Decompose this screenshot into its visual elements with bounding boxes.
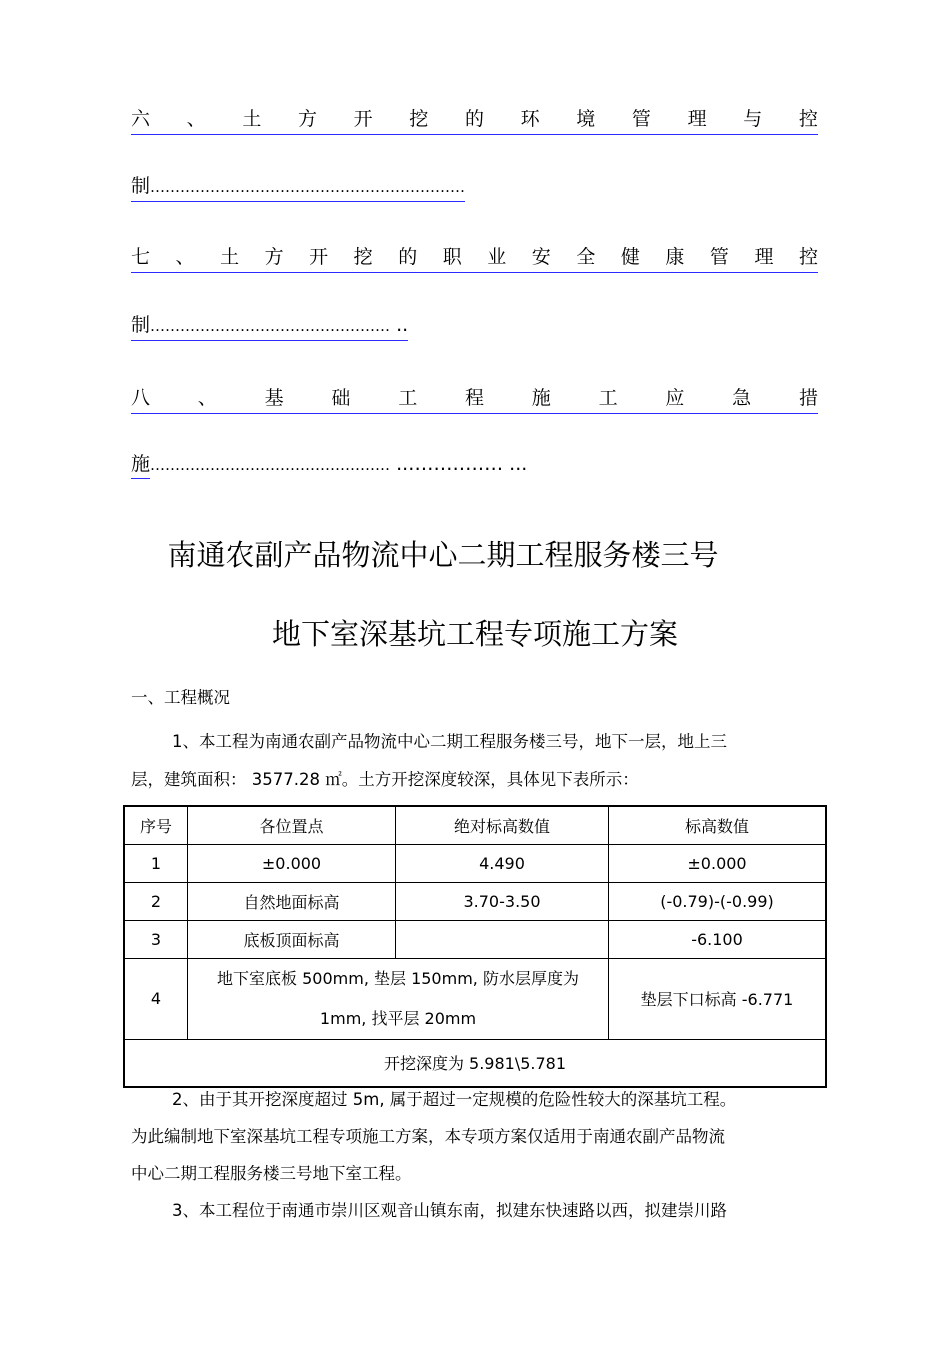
toc-extra: ..…………… ... bbox=[396, 453, 528, 475]
table-cell-text: 1mm, 找平层 20mm bbox=[319, 1008, 477, 1028]
table-cell: ±0.000 bbox=[609, 844, 827, 882]
table-cell: 2 bbox=[124, 882, 188, 920]
toc-dots: ………………………………………… bbox=[150, 456, 391, 474]
section-heading: 一、工程概况 bbox=[131, 688, 230, 707]
paragraph-2-line1: 2、由于其开挖深度超过 5m, 属于超过一定规模的危险性较大的深基坑工程。 bbox=[172, 1090, 737, 1109]
table-cell: 4 bbox=[124, 958, 188, 1039]
table-header-cell: 绝对标高数值 bbox=[396, 806, 609, 844]
paragraph-3-line1: 3、本工程位于南通市崇川区观音山镇东南，拟建东快速路以西，拟建崇川路 bbox=[172, 1201, 727, 1220]
toc-char: 工 bbox=[398, 387, 418, 409]
toc-entry-heading[interactable] bbox=[131, 108, 818, 135]
toc-tail-char: 制 bbox=[131, 175, 151, 197]
table-footer-row bbox=[124, 1039, 826, 1087]
toc-char: 程 bbox=[464, 387, 484, 409]
table-header-row bbox=[124, 806, 826, 844]
table-header-cell: 序号 bbox=[124, 806, 188, 844]
toc-char: 、 bbox=[175, 246, 195, 268]
toc-dots: ……………………………………………………… bbox=[150, 178, 466, 196]
toc-char: 康 bbox=[665, 246, 685, 268]
toc-char: 挖 bbox=[353, 246, 373, 268]
paragraph-2-line3: 中心二期工程服务楼三号地下室工程。 bbox=[131, 1164, 412, 1183]
table-cell: 3.70-3.50 bbox=[396, 882, 609, 920]
toc-char: 、 bbox=[186, 108, 206, 130]
toc-char: 控 bbox=[798, 246, 818, 268]
toc-char: 措 bbox=[798, 387, 818, 409]
toc-char: 业 bbox=[487, 246, 507, 268]
toc-char: 开 bbox=[309, 246, 329, 268]
toc-char: 应 bbox=[665, 387, 685, 409]
toc-char: 六 bbox=[131, 108, 151, 130]
table-row bbox=[124, 844, 826, 882]
toc-char: 全 bbox=[576, 246, 596, 268]
toc-char: 控 bbox=[798, 108, 818, 130]
toc-char: 环 bbox=[520, 108, 540, 130]
toc-entry-heading[interactable] bbox=[131, 387, 818, 414]
toc-tail-char: 施 bbox=[131, 453, 151, 475]
toc-entry-6-tail[interactable] bbox=[131, 175, 465, 202]
toc-char: 土 bbox=[220, 246, 240, 268]
toc-char: 挖 bbox=[409, 108, 429, 130]
table-row bbox=[124, 958, 826, 1039]
toc-char: 职 bbox=[442, 246, 462, 268]
table-cell bbox=[396, 920, 609, 958]
toc-entry-6[interactable] bbox=[131, 108, 818, 135]
table-cell: ±0.000 bbox=[188, 844, 396, 882]
toc-char: 管 bbox=[631, 108, 651, 130]
toc-entry-7[interactable] bbox=[131, 246, 818, 273]
table-cell: 自然地面标高 bbox=[188, 882, 396, 920]
toc-char: 础 bbox=[331, 387, 351, 409]
table-cell: 4.490 bbox=[396, 844, 609, 882]
toc-char: 与 bbox=[743, 108, 763, 130]
toc-char: 八 bbox=[131, 387, 151, 409]
toc-tail-char: 制 bbox=[131, 314, 151, 336]
toc-extra: .. bbox=[396, 314, 409, 336]
toc-dots: ………………………………………… bbox=[150, 317, 391, 335]
toc-char: 安 bbox=[531, 246, 551, 268]
toc-entry-heading[interactable] bbox=[131, 246, 818, 273]
table-cell: 3 bbox=[124, 920, 188, 958]
elevation-table bbox=[123, 805, 827, 1088]
table-cell: 垫层下口标高 -6.771 bbox=[609, 958, 827, 1039]
toc-char: 的 bbox=[464, 108, 484, 130]
toc-char: 急 bbox=[732, 387, 752, 409]
toc-char: 七 bbox=[131, 246, 151, 268]
table-cell: 1 bbox=[124, 844, 188, 882]
table-row bbox=[124, 882, 826, 920]
paragraph-1-line1: 1、本工程为南通农副产品物流中心二期工程服务楼三号，地下一层，地上三 bbox=[172, 732, 727, 751]
toc-char: 境 bbox=[576, 108, 596, 130]
toc-entry-7-tail[interactable] bbox=[131, 314, 408, 341]
toc-char: 、 bbox=[197, 387, 217, 409]
table-header-cell: 标高数值 bbox=[609, 806, 827, 844]
document-title-line2: 地下室深基坑工程专项施工方案 bbox=[271, 617, 678, 651]
toc-char: 施 bbox=[531, 387, 551, 409]
toc-char: 土 bbox=[242, 108, 262, 130]
toc-entry-8[interactable] bbox=[131, 387, 818, 414]
table-cell: -6.100 bbox=[609, 920, 827, 958]
paragraph-1-line2: 层，建筑面积： 3577.28 ㎡。土方开挖深度较深，具体见下表所示： bbox=[131, 770, 639, 789]
toc-char: 的 bbox=[398, 246, 418, 268]
document-title-line1: 南通农副产品物流中心二期工程服务楼三号 bbox=[167, 538, 719, 572]
toc-char: 理 bbox=[754, 246, 774, 268]
table-row bbox=[124, 920, 826, 958]
table-footer-cell: 开挖深度为 5.981\5.781 bbox=[124, 1039, 826, 1087]
toc-char: 工 bbox=[598, 387, 618, 409]
paragraph-2-line2: 为此编制地下室深基坑工程专项施工方案，本专项方案仅适用于南通农副产品物流 bbox=[131, 1127, 725, 1146]
table-cell: (-0.79)-(-0.99) bbox=[609, 882, 827, 920]
table-cell: 底板顶面标高 bbox=[188, 920, 396, 958]
toc-char: 方 bbox=[264, 246, 284, 268]
table-header-cell: 各位置点 bbox=[188, 806, 396, 844]
toc-char: 方 bbox=[297, 108, 317, 130]
toc-entry-8-tail[interactable] bbox=[131, 453, 527, 479]
toc-char: 理 bbox=[687, 108, 707, 130]
toc-char: 开 bbox=[353, 108, 373, 130]
table-cell-merged bbox=[188, 958, 609, 1039]
table-cell-text: 地下室底板 500mm, 垫层 150mm, 防水层厚度为 bbox=[217, 968, 579, 988]
toc-char: 健 bbox=[620, 246, 640, 268]
toc-char: 管 bbox=[709, 246, 729, 268]
toc-char: 基 bbox=[264, 387, 284, 409]
